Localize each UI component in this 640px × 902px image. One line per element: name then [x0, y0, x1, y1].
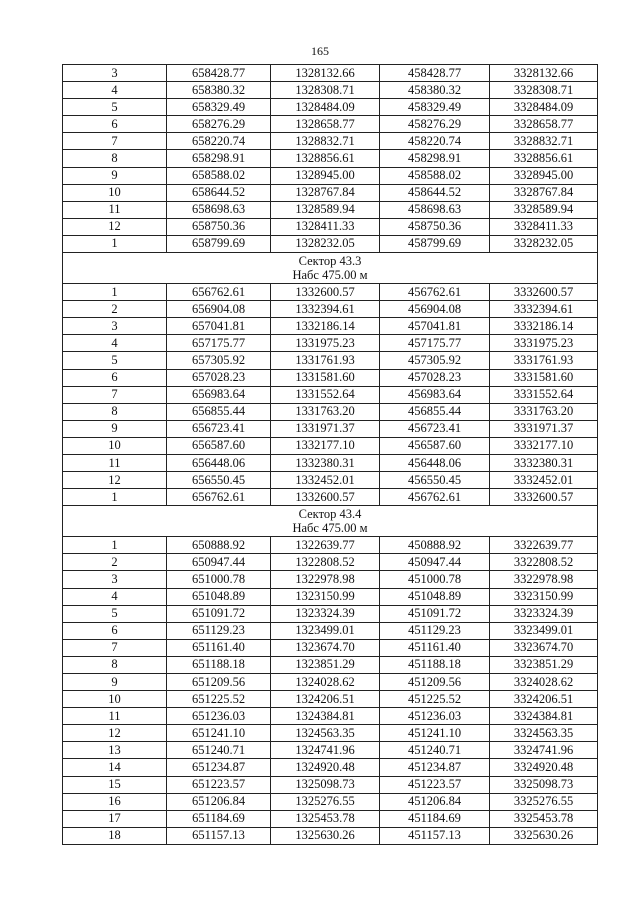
y-coordinate-cell: 1328411.33: [271, 218, 380, 235]
x-msk-cell: 451236.03: [380, 708, 490, 725]
x-coordinate-cell: 651048.89: [167, 588, 271, 605]
y-msk-cell: 3323150.99: [490, 588, 598, 605]
y-msk-cell: 3332177.10: [490, 437, 598, 454]
x-coordinate-cell: 651000.78: [167, 571, 271, 588]
table-row: [63, 472, 598, 489]
table-row: [63, 235, 598, 252]
coordinates-table: [62, 64, 598, 845]
x-msk-cell: 458588.02: [380, 167, 490, 184]
coordinates-table-body: [63, 65, 598, 845]
x-coordinate-cell: 657305.92: [167, 352, 271, 369]
x-msk-cell: 451209.56: [380, 674, 490, 691]
y-msk-cell: 3332380.31: [490, 454, 598, 471]
point-number-cell: 7: [63, 639, 167, 656]
y-coordinate-cell: 1328767.84: [271, 184, 380, 201]
table-row: [63, 420, 598, 437]
x-coordinate-cell: 658276.29: [167, 116, 271, 133]
table-row: [63, 133, 598, 150]
x-msk-cell: 457041.81: [380, 318, 490, 335]
table-row: [63, 571, 598, 588]
x-msk-cell: 451091.72: [380, 605, 490, 622]
y-msk-cell: 3331552.64: [490, 386, 598, 403]
sector-header: [63, 253, 598, 284]
x-msk-cell: 451240.71: [380, 742, 490, 759]
point-number-cell: 8: [63, 656, 167, 673]
x-msk-cell: 458644.52: [380, 184, 490, 201]
point-number-cell: 4: [63, 82, 167, 99]
y-coordinate-cell: 1323150.99: [271, 588, 380, 605]
y-coordinate-cell: 1331763.20: [271, 403, 380, 420]
x-msk-cell: 458698.63: [380, 201, 490, 218]
x-coordinate-cell: 651157.13: [167, 827, 271, 844]
y-msk-cell: 3331581.60: [490, 369, 598, 386]
table-row: [63, 691, 598, 708]
y-msk-cell: 3328832.71: [490, 133, 598, 150]
table-row: [63, 99, 598, 116]
point-number-cell: 3: [63, 571, 167, 588]
table-row: [63, 810, 598, 827]
y-coordinate-cell: 1331552.64: [271, 386, 380, 403]
x-msk-cell: 451161.40: [380, 639, 490, 656]
y-coordinate-cell: 1328856.61: [271, 150, 380, 167]
table-row: [63, 454, 598, 471]
table-row: [63, 318, 598, 335]
y-coordinate-cell: 1323499.01: [271, 622, 380, 639]
x-coordinate-cell: 651129.23: [167, 622, 271, 639]
y-msk-cell: 3323851.29: [490, 656, 598, 673]
x-coordinate-cell: 651241.10: [167, 725, 271, 742]
x-msk-cell: 456904.08: [380, 301, 490, 318]
x-coordinate-cell: 656762.61: [167, 489, 271, 506]
x-msk-cell: 451206.84: [380, 793, 490, 810]
y-coordinate-cell: 1325098.73: [271, 776, 380, 793]
y-msk-cell: 3328658.77: [490, 116, 598, 133]
y-msk-cell: 3331763.20: [490, 403, 598, 420]
x-msk-cell: 458428.77: [380, 65, 490, 82]
y-coordinate-cell: 1324563.35: [271, 725, 380, 742]
y-coordinate-cell: 1328232.05: [271, 235, 380, 252]
x-msk-cell: 457175.77: [380, 335, 490, 352]
x-coordinate-cell: 651225.52: [167, 691, 271, 708]
y-msk-cell: 3328484.09: [490, 99, 598, 116]
x-msk-cell: 458380.32: [380, 82, 490, 99]
table-row: [63, 537, 598, 554]
x-coordinate-cell: 658799.69: [167, 235, 271, 252]
x-coordinate-cell: 651209.56: [167, 674, 271, 691]
y-coordinate-cell: 1332452.01: [271, 472, 380, 489]
x-coordinate-cell: 650947.44: [167, 554, 271, 571]
table-row: [63, 827, 598, 844]
y-coordinate-cell: 1322639.77: [271, 537, 380, 554]
y-msk-cell: 3328767.84: [490, 184, 598, 201]
x-msk-cell: 458220.74: [380, 133, 490, 150]
x-coordinate-cell: 658644.52: [167, 184, 271, 201]
x-coordinate-cell: 651206.84: [167, 793, 271, 810]
x-coordinate-cell: 651091.72: [167, 605, 271, 622]
y-coordinate-cell: 1325453.78: [271, 810, 380, 827]
y-coordinate-cell: 1328484.09: [271, 99, 380, 116]
sector-header-row: [63, 506, 598, 537]
x-coordinate-cell: 651223.57: [167, 776, 271, 793]
y-coordinate-cell: 1324206.51: [271, 691, 380, 708]
y-coordinate-cell: 1325276.55: [271, 793, 380, 810]
point-number-cell: 11: [63, 201, 167, 218]
y-coordinate-cell: 1328945.00: [271, 167, 380, 184]
table-row: [63, 352, 598, 369]
x-coordinate-cell: 651240.71: [167, 742, 271, 759]
x-coordinate-cell: 658380.32: [167, 82, 271, 99]
x-msk-cell: 451184.69: [380, 810, 490, 827]
x-msk-cell: 456550.45: [380, 472, 490, 489]
y-msk-cell: 3324384.81: [490, 708, 598, 725]
y-coordinate-cell: 1328658.77: [271, 116, 380, 133]
y-msk-cell: 3328308.71: [490, 82, 598, 99]
y-msk-cell: 3328232.05: [490, 235, 598, 252]
y-coordinate-cell: 1323324.39: [271, 605, 380, 622]
y-msk-cell: 3328132.66: [490, 65, 598, 82]
table-row: [63, 201, 598, 218]
point-number-cell: 10: [63, 691, 167, 708]
y-coordinate-cell: 1328308.71: [271, 82, 380, 99]
y-msk-cell: 3324741.96: [490, 742, 598, 759]
table-row: [63, 622, 598, 639]
y-coordinate-cell: 1328589.94: [271, 201, 380, 218]
table-row: [63, 65, 598, 82]
y-msk-cell: 3331761.93: [490, 352, 598, 369]
y-msk-cell: 3325630.26: [490, 827, 598, 844]
x-msk-cell: 451234.87: [380, 759, 490, 776]
table-row: [63, 725, 598, 742]
x-msk-cell: 451223.57: [380, 776, 490, 793]
table-row: [63, 369, 598, 386]
y-coordinate-cell: 1332394.61: [271, 301, 380, 318]
x-msk-cell: 451000.78: [380, 571, 490, 588]
y-msk-cell: 3325453.78: [490, 810, 598, 827]
point-number-cell: 5: [63, 605, 167, 622]
table-row: [63, 742, 598, 759]
point-number-cell: 10: [63, 184, 167, 201]
table-row: [63, 639, 598, 656]
x-coordinate-cell: 656723.41: [167, 420, 271, 437]
x-msk-cell: 450947.44: [380, 554, 490, 571]
x-msk-cell: 456723.41: [380, 420, 490, 437]
point-number-cell: 17: [63, 810, 167, 827]
point-number-cell: 10: [63, 437, 167, 454]
y-coordinate-cell: 1332600.57: [271, 284, 380, 301]
x-coordinate-cell: 657175.77: [167, 335, 271, 352]
y-msk-cell: 3323674.70: [490, 639, 598, 656]
x-coordinate-cell: 658588.02: [167, 167, 271, 184]
x-msk-cell: 451225.52: [380, 691, 490, 708]
table-row: [63, 386, 598, 403]
y-coordinate-cell: 1332600.57: [271, 489, 380, 506]
table-row: [63, 554, 598, 571]
point-number-cell: 16: [63, 793, 167, 810]
point-number-cell: 1: [63, 537, 167, 554]
y-coordinate-cell: 1324028.62: [271, 674, 380, 691]
y-coordinate-cell: 1328832.71: [271, 133, 380, 150]
y-msk-cell: 3331975.23: [490, 335, 598, 352]
y-coordinate-cell: 1324384.81: [271, 708, 380, 725]
sector-title: Сектор 43.4: [298, 507, 362, 522]
point-number-cell: 11: [63, 454, 167, 471]
x-msk-cell: 451188.18: [380, 656, 490, 673]
point-number-cell: 14: [63, 759, 167, 776]
point-number-cell: 1: [63, 284, 167, 301]
point-number-cell: 4: [63, 588, 167, 605]
y-coordinate-cell: 1324920.48: [271, 759, 380, 776]
y-coordinate-cell: 1332186.14: [271, 318, 380, 335]
table-row: [63, 403, 598, 420]
point-number-cell: 4: [63, 335, 167, 352]
table-row: [63, 759, 598, 776]
y-msk-cell: 3323499.01: [490, 622, 598, 639]
x-coordinate-cell: 658698.63: [167, 201, 271, 218]
point-number-cell: 13: [63, 742, 167, 759]
x-coordinate-cell: 651234.87: [167, 759, 271, 776]
point-number-cell: 7: [63, 386, 167, 403]
y-msk-cell: 3322808.52: [490, 554, 598, 571]
y-msk-cell: 3322639.77: [490, 537, 598, 554]
x-msk-cell: 457305.92: [380, 352, 490, 369]
y-coordinate-cell: 1331971.37: [271, 420, 380, 437]
sector-header: [63, 506, 598, 537]
y-coordinate-cell: 1331761.93: [271, 352, 380, 369]
point-number-cell: 8: [63, 403, 167, 420]
y-msk-cell: 3328945.00: [490, 167, 598, 184]
y-coordinate-cell: 1325630.26: [271, 827, 380, 844]
x-msk-cell: 451157.13: [380, 827, 490, 844]
y-msk-cell: 3325276.55: [490, 793, 598, 810]
y-coordinate-cell: 1331581.60: [271, 369, 380, 386]
x-coordinate-cell: 651236.03: [167, 708, 271, 725]
x-msk-cell: 456587.60: [380, 437, 490, 454]
point-number-cell: 15: [63, 776, 167, 793]
x-msk-cell: 458329.49: [380, 99, 490, 116]
y-msk-cell: 3328411.33: [490, 218, 598, 235]
y-msk-cell: 3324920.48: [490, 759, 598, 776]
table-row: [63, 116, 598, 133]
point-number-cell: 8: [63, 150, 167, 167]
x-coordinate-cell: 657041.81: [167, 318, 271, 335]
point-number-cell: 12: [63, 218, 167, 235]
x-msk-cell: 457028.23: [380, 369, 490, 386]
y-msk-cell: 3332394.61: [490, 301, 598, 318]
point-number-cell: 2: [63, 301, 167, 318]
table-row: [63, 150, 598, 167]
y-coordinate-cell: 1322978.98: [271, 571, 380, 588]
table-row: [63, 489, 598, 506]
y-coordinate-cell: 1328132.66: [271, 65, 380, 82]
y-coordinate-cell: 1323851.29: [271, 656, 380, 673]
table-row: [63, 335, 598, 352]
x-coordinate-cell: 658329.49: [167, 99, 271, 116]
point-number-cell: 12: [63, 472, 167, 489]
y-msk-cell: 3324563.35: [490, 725, 598, 742]
x-coordinate-cell: 651188.18: [167, 656, 271, 673]
x-msk-cell: 456855.44: [380, 403, 490, 420]
x-msk-cell: 456762.61: [380, 284, 490, 301]
x-msk-cell: 451129.23: [380, 622, 490, 639]
y-coordinate-cell: 1331975.23: [271, 335, 380, 352]
x-msk-cell: 458298.91: [380, 150, 490, 167]
point-number-cell: 7: [63, 133, 167, 150]
table-row: [63, 301, 598, 318]
point-number-cell: 9: [63, 674, 167, 691]
x-msk-cell: 456762.61: [380, 489, 490, 506]
sector-absolute-height: Набс 475.00 м: [292, 268, 368, 283]
point-number-cell: 1: [63, 235, 167, 252]
x-coordinate-cell: 657028.23: [167, 369, 271, 386]
x-msk-cell: 456448.06: [380, 454, 490, 471]
x-coordinate-cell: 656904.08: [167, 301, 271, 318]
sector-header-row: [63, 253, 598, 284]
point-number-cell: 6: [63, 622, 167, 639]
sector-title: Сектор 43.3: [298, 254, 362, 269]
point-number-cell: 12: [63, 725, 167, 742]
table-row: [63, 437, 598, 454]
x-msk-cell: 458750.36: [380, 218, 490, 235]
point-number-cell: 3: [63, 318, 167, 335]
y-coordinate-cell: 1324741.96: [271, 742, 380, 759]
y-coordinate-cell: 1332380.31: [271, 454, 380, 471]
table-row: [63, 82, 598, 99]
point-number-cell: 9: [63, 167, 167, 184]
x-coordinate-cell: 656587.60: [167, 437, 271, 454]
table-row: [63, 656, 598, 673]
point-number-cell: 18: [63, 827, 167, 844]
x-msk-cell: 450888.92: [380, 537, 490, 554]
y-msk-cell: 3323324.39: [490, 605, 598, 622]
point-number-cell: 11: [63, 708, 167, 725]
x-coordinate-cell: 658750.36: [167, 218, 271, 235]
y-msk-cell: 3324028.62: [490, 674, 598, 691]
x-coordinate-cell: 656983.64: [167, 386, 271, 403]
point-number-cell: 1: [63, 489, 167, 506]
point-number-cell: 3: [63, 65, 167, 82]
sector-absolute-height: Набс 475.00 м: [292, 521, 368, 536]
y-msk-cell: 3322978.98: [490, 571, 598, 588]
table-row: [63, 776, 598, 793]
table-row: [63, 605, 598, 622]
y-msk-cell: 3328589.94: [490, 201, 598, 218]
x-msk-cell: 458276.29: [380, 116, 490, 133]
table-row: [63, 184, 598, 201]
y-msk-cell: 3328856.61: [490, 150, 598, 167]
y-msk-cell: 3332600.57: [490, 284, 598, 301]
x-msk-cell: 458799.69: [380, 235, 490, 252]
y-coordinate-cell: 1332177.10: [271, 437, 380, 454]
x-coordinate-cell: 658220.74: [167, 133, 271, 150]
x-coordinate-cell: 656448.06: [167, 454, 271, 471]
y-msk-cell: 3325098.73: [490, 776, 598, 793]
x-coordinate-cell: 656550.45: [167, 472, 271, 489]
x-coordinate-cell: 651184.69: [167, 810, 271, 827]
x-msk-cell: 451241.10: [380, 725, 490, 742]
page-number: 165: [311, 44, 329, 58]
point-number-cell: 6: [63, 116, 167, 133]
point-number-cell: 9: [63, 420, 167, 437]
x-coordinate-cell: 658428.77: [167, 65, 271, 82]
y-msk-cell: 3331971.37: [490, 420, 598, 437]
y-msk-cell: 3332600.57: [490, 489, 598, 506]
x-coordinate-cell: 651161.40: [167, 639, 271, 656]
point-number-cell: 2: [63, 554, 167, 571]
x-coordinate-cell: 658298.91: [167, 150, 271, 167]
table-row: [63, 218, 598, 235]
x-coordinate-cell: 656855.44: [167, 403, 271, 420]
point-number-cell: 6: [63, 369, 167, 386]
table-row: [63, 708, 598, 725]
x-msk-cell: 456983.64: [380, 386, 490, 403]
y-msk-cell: 3324206.51: [490, 691, 598, 708]
point-number-cell: 5: [63, 99, 167, 116]
x-coordinate-cell: 656762.61: [167, 284, 271, 301]
y-msk-cell: 3332186.14: [490, 318, 598, 335]
y-coordinate-cell: 1323674.70: [271, 639, 380, 656]
table-row: [63, 167, 598, 184]
table-row: [63, 793, 598, 810]
table-row: [63, 674, 598, 691]
x-msk-cell: 451048.89: [380, 588, 490, 605]
x-coordinate-cell: 650888.92: [167, 537, 271, 554]
y-coordinate-cell: 1322808.52: [271, 554, 380, 571]
table-row: [63, 284, 598, 301]
table-row: [63, 588, 598, 605]
point-number-cell: 5: [63, 352, 167, 369]
y-msk-cell: 3332452.01: [490, 472, 598, 489]
